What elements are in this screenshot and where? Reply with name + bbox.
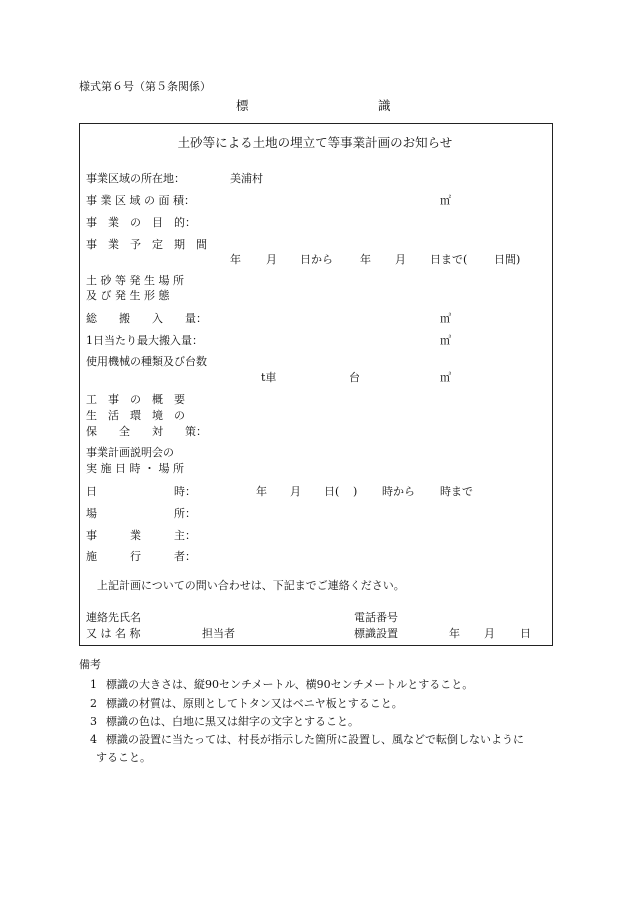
location-label: 事業区域の所在地： <box>86 172 185 185</box>
daily-unit: ㎥ <box>440 334 451 347</box>
sign-title-right: 識 <box>378 98 391 113</box>
period-until: 日まで( <box>430 253 468 266</box>
period-month2: 月 <box>395 253 406 266</box>
remark-number: 3 <box>90 715 97 728</box>
sign-heading: 土砂等による土地の埋立て等事業計画のお知らせ <box>177 135 453 150</box>
remark-text-continuation: すること。 <box>96 751 151 764</box>
operator-label: 事 業 主： <box>86 529 196 542</box>
period-label: 事 業 予 定 期 間 <box>86 238 207 251</box>
daily-label: 1日当たり最大搬入量： <box>86 334 203 347</box>
total-label: 総 搬 入 量： <box>86 312 207 325</box>
area-label: 事 業 区 域 の 面 積： <box>86 194 195 207</box>
form-number: 様式第６号（第５条関係） <box>79 80 211 93</box>
overview-label-2: 生 活 環 境 の <box>86 409 185 422</box>
remarks-heading: 備考 <box>79 658 101 671</box>
location-value: 美浦村 <box>230 172 263 185</box>
briefing-label-2: 実 施 日 時 ・ 場 所 <box>86 462 184 475</box>
period-from: 日から <box>300 253 333 266</box>
dt-year: 年 <box>256 485 267 498</box>
total-unit: ㎥ <box>440 312 451 325</box>
inquiry-note: 上記計画についての問い合わせは、下記までご連絡ください。 <box>97 579 405 592</box>
remark-text: 標識の色は、白地に黒又は紺字の文字とすること。 <box>106 715 359 728</box>
sign-title-left: 標 <box>236 98 249 113</box>
purpose-label: 事 業 の 目 的： <box>86 216 196 229</box>
machine-truck: t車 <box>261 371 277 384</box>
place-label: 場 所： <box>86 507 196 520</box>
briefing-label-1: 事業計画説明会の <box>86 446 174 459</box>
contact-person-label: 担当者 <box>202 627 235 640</box>
remark-text: 標識の大きさは、縦90センチメートル、横90センチメートルとすること。 <box>106 678 474 691</box>
dt-day: 日( <box>324 485 340 498</box>
period-year2: 年 <box>360 253 371 266</box>
period-month1: 月 <box>266 253 277 266</box>
remark-text: 標識の設置に当たっては、村長が指示した箇所に設置し、風などで転倒しないように <box>106 733 524 746</box>
origin-label-2: 及 び 発 生 形 態 <box>86 289 170 302</box>
dt-until: 時まで <box>440 485 473 498</box>
overview-label-1: 工 事 の 概 要 <box>86 393 185 406</box>
contact-name-label-1: 連絡先氏名 <box>86 611 141 624</box>
origin-label-1: 土 砂 等 発 生 場 所 <box>86 274 184 287</box>
overview-label-3: 保 全 対 策： <box>86 425 207 438</box>
installed-label: 標識設置 <box>354 627 398 640</box>
installed-year: 年 <box>449 627 460 640</box>
contact-name-label-2: 又 は 名 称 <box>86 627 141 640</box>
remark-number: 4 <box>90 733 97 746</box>
remark-number: 2 <box>90 697 97 710</box>
installed-month: 月 <box>484 627 495 640</box>
period-days: 日間) <box>494 253 521 266</box>
dt-close: ) <box>353 485 358 498</box>
machine-count: 台 <box>349 371 360 384</box>
remark-number: 1 <box>90 678 97 691</box>
period-year1: 年 <box>230 253 241 266</box>
datetime-label: 日 時： <box>86 485 196 498</box>
dt-month: 月 <box>290 485 301 498</box>
installed-day: 日 <box>520 627 531 640</box>
area-unit: ㎡ <box>440 194 451 207</box>
contractor-label: 施 行 者： <box>86 550 196 563</box>
remark-text: 標識の材質は、原則としてトタン又はベニヤ板とすること。 <box>106 697 403 710</box>
machine-label: 使用機械の種類及び台数 <box>86 355 207 368</box>
contact-phone-label: 電話番号 <box>354 611 398 624</box>
machine-unit: ㎥ <box>440 371 451 384</box>
dt-from: 時から <box>382 485 415 498</box>
